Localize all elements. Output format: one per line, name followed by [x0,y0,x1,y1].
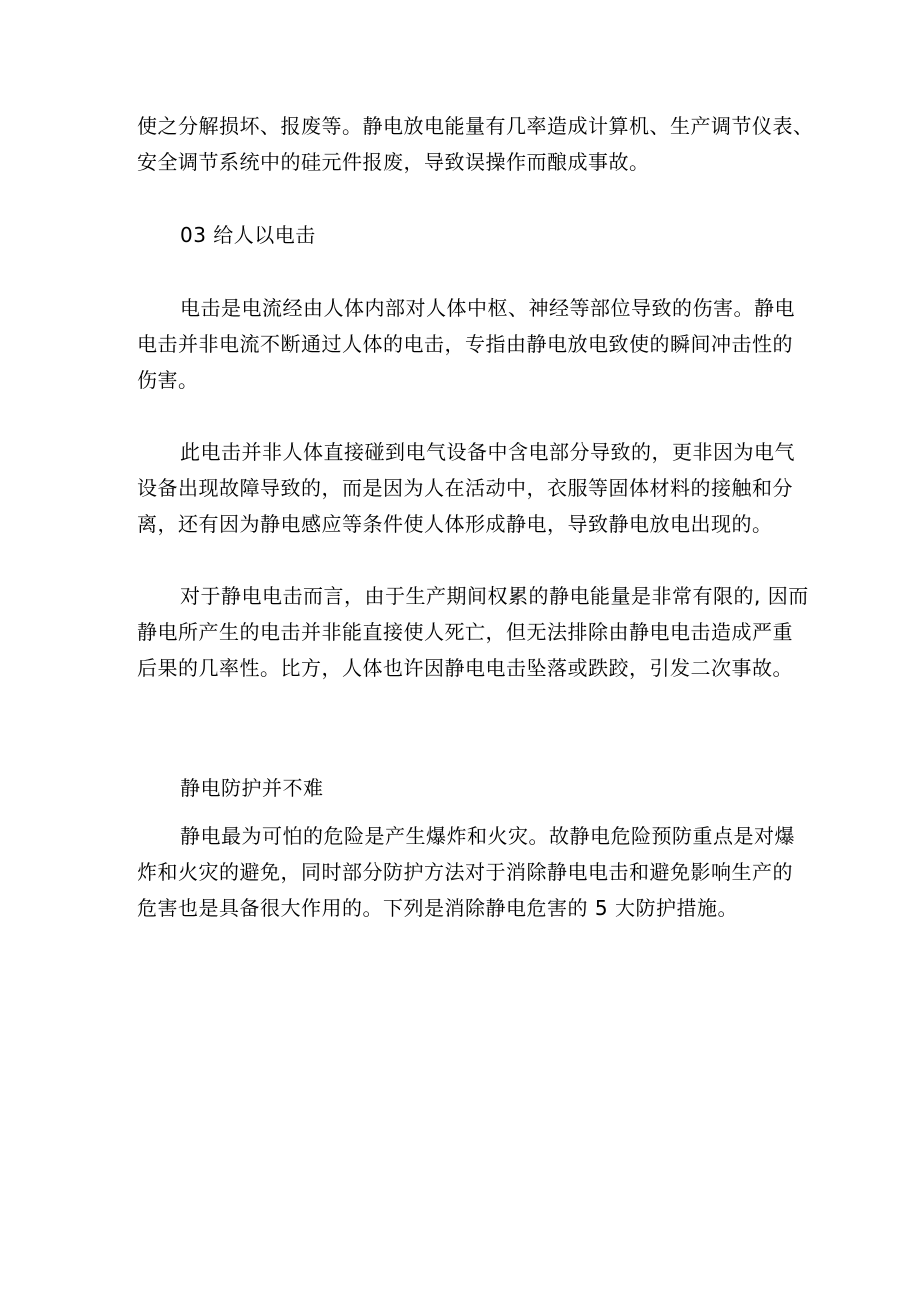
paragraph-electric-shock-definition [137,290,797,398]
paragraph-protection-intro [137,818,797,926]
paragraph-electric-shock-consequence [137,578,809,686]
paragraph-line: 使之分解损坏、报废等。静电放电能量有几率造成计算机、生产调节仪表、 [137,114,814,138]
paragraph-line: 电击是电流经由人体内部对人体中枢、神经等部位导致的伤害。静电 [180,296,795,320]
paragraph-electric-shock-cause [137,434,797,542]
paragraph-line: 伤害。 [137,368,199,392]
paragraph-line: 离，还有因为静电感应等条件使人体形成静电，导致静电放电出现的。 [137,512,773,536]
paragraph-line: 电击并非电流不断通过人体的电击，专指由静电放电致使的瞬间冲击性的 [137,332,793,356]
paragraph-line: 静电所产生的电击并非能直接使人死亡，但无法排除由静电电击造成严重 [137,620,793,644]
section-heading-electric-shock [137,217,797,253]
paragraph-line: 设备出现故障导致的，而是因为人在活动中，衣服等固体材料的接触和分 [137,476,793,500]
paragraph-line: 危害也是具备很大作用的。下列是消除静电危害的 5 大防护措施。 [137,896,738,920]
section-heading-text: 03 给人以电击 [180,223,316,247]
paragraph-line: 静电最为可怕的危险是产生爆炸和火灾。故静电危险预防重点是对爆 [180,824,795,848]
paragraph-continuation [137,108,814,180]
paragraph-line: 对于静电电击而言，由于生产期间权累的静电能量是非常有限的, 因而 [180,584,809,608]
section-heading-protection [137,770,797,806]
paragraph-line: 安全调节系统中的硅元件报废，导致误操作而酿成事故。 [137,150,650,174]
paragraph-line: 后果的几率性。比方，人体也许因静电电击坠落或跌跤，引发二次事故。 [137,656,793,680]
paragraph-line: 炸和火灾的避免，同时部分防护方法对于消除静电电击和避免影响生产的 [137,860,793,884]
section-heading-text: 静电防护并不难 [180,776,324,800]
paragraph-line: 此电击并非人体直接碰到电气设备中含电部分导致的，更非因为电气 [180,440,795,464]
